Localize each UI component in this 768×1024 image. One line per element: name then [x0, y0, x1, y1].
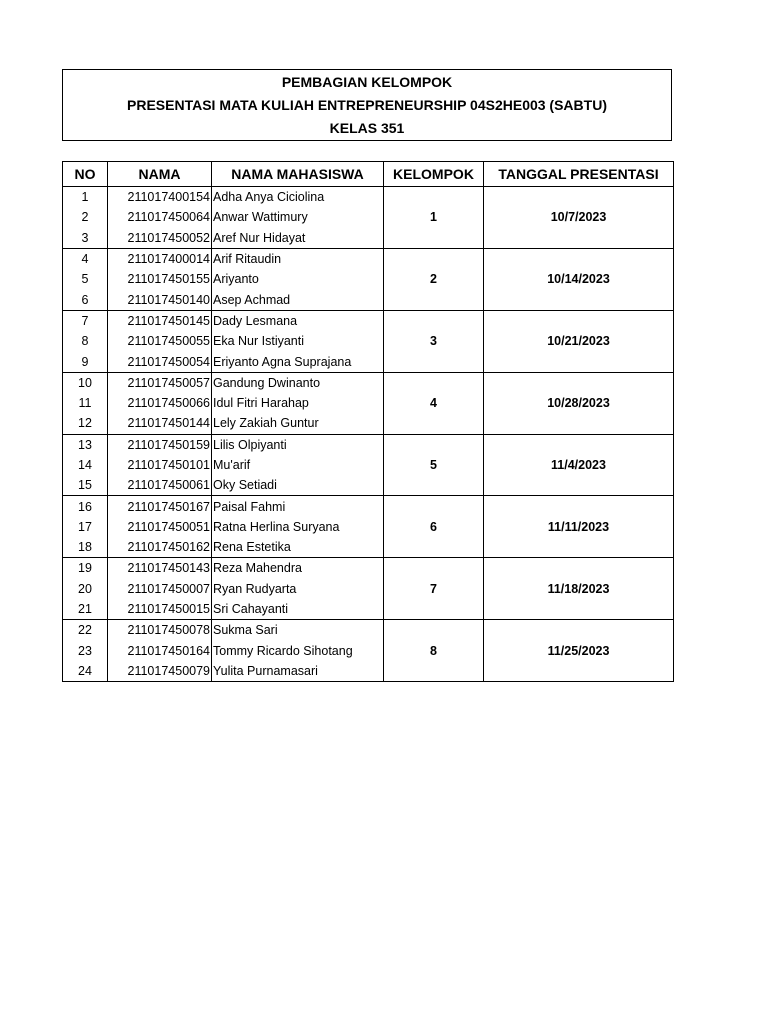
student-number: 5: [63, 269, 108, 289]
group-number: 1: [384, 187, 484, 249]
student-id: 211017450007: [108, 579, 212, 599]
student-id: 211017450144: [108, 413, 212, 434]
student-name: Eriyanto Agna Suprajana: [212, 351, 384, 372]
student-id: 211017450066: [108, 393, 212, 413]
table-row: [63, 434, 674, 455]
column-header-tanggal-presentasi: TANGGAL PRESENTASI: [484, 162, 674, 187]
student-id: 211017450055: [108, 331, 212, 351]
document-title-box: [62, 69, 672, 141]
student-id: 211017450078: [108, 620, 212, 641]
student-name: Sukma Sari: [212, 620, 384, 641]
student-name: Gandung Dwinanto: [212, 372, 384, 393]
student-number: 11: [63, 393, 108, 413]
student-name: Dady Lesmana: [212, 310, 384, 331]
presentation-date: 11/18/2023: [484, 558, 674, 620]
student-name: Mu'arif: [212, 455, 384, 475]
presentation-date: 11/25/2023: [484, 620, 674, 682]
table-row: [63, 496, 674, 517]
group-number: 6: [384, 496, 484, 558]
student-name: Lely Zakiah Guntur: [212, 413, 384, 434]
presentation-date: 10/14/2023: [484, 248, 674, 310]
student-name: Rena Estetika: [212, 537, 384, 558]
student-number: 18: [63, 537, 108, 558]
student-name: Reza Mahendra: [212, 558, 384, 579]
student-name: Lilis Olpiyanti: [212, 434, 384, 455]
table-header-row: [63, 162, 674, 187]
student-number: 16: [63, 496, 108, 517]
student-name: Paisal Fahmi: [212, 496, 384, 517]
table-row: [63, 620, 674, 641]
title-line-1: PEMBAGIAN KELOMPOK: [281, 73, 453, 90]
student-number: 4: [63, 248, 108, 269]
student-id: 211017450101: [108, 455, 212, 475]
group-table: [62, 161, 674, 682]
student-number: 24: [63, 661, 108, 682]
student-name: Arif Ritaudin: [212, 248, 384, 269]
student-number: 15: [63, 475, 108, 496]
student-name: Eka Nur Istiyanti: [212, 331, 384, 351]
student-id: 211017450079: [108, 661, 212, 682]
student-id: 211017450064: [108, 207, 212, 227]
student-name: Ryan Rudyarta: [212, 579, 384, 599]
student-name: Sri Cahayanti: [212, 599, 384, 620]
student-id: 211017450143: [108, 558, 212, 579]
table-row: [63, 372, 674, 393]
student-name: Anwar Wattimury: [212, 207, 384, 227]
student-id: 211017450164: [108, 641, 212, 661]
student-name: Ariyanto: [212, 269, 384, 289]
student-id: 211017450061: [108, 475, 212, 496]
group-number: 7: [384, 558, 484, 620]
presentation-date: 10/21/2023: [484, 310, 674, 372]
student-number: 9: [63, 351, 108, 372]
student-number: 23: [63, 641, 108, 661]
student-id: 211017450155: [108, 269, 212, 289]
student-number: 1: [63, 187, 108, 208]
group-number: 8: [384, 620, 484, 682]
table-row: [63, 248, 674, 269]
student-number: 12: [63, 413, 108, 434]
student-name: Oky Setiadi: [212, 475, 384, 496]
student-number: 19: [63, 558, 108, 579]
student-number: 22: [63, 620, 108, 641]
student-name: Asep Achmad: [212, 289, 384, 310]
student-name: Aref Nur Hidayat: [212, 228, 384, 249]
student-id: 211017450162: [108, 537, 212, 558]
student-id: 211017450159: [108, 434, 212, 455]
student-id: 211017400154: [108, 187, 212, 208]
title-line-3: KELAS 351: [329, 119, 405, 136]
student-number: 6: [63, 289, 108, 310]
presentation-date: 10/28/2023: [484, 372, 674, 434]
student-id: 211017450015: [108, 599, 212, 620]
student-name: Ratna Herlina Suryana: [212, 517, 384, 537]
column-header-kelompok: KELOMPOK: [384, 162, 484, 187]
group-number: 3: [384, 310, 484, 372]
column-header-nama: NAMA: [108, 162, 212, 187]
presentation-date: 10/7/2023: [484, 187, 674, 249]
title-line-2: PRESENTASI MATA KULIAH ENTREPRENEURSHIP 04S2HE003 (SABTU): [127, 96, 607, 113]
student-id: 211017450051: [108, 517, 212, 537]
student-id: 211017450054: [108, 351, 212, 372]
group-number: 4: [384, 372, 484, 434]
student-number: 10: [63, 372, 108, 393]
group-number: 2: [384, 248, 484, 310]
student-number: 14: [63, 455, 108, 475]
student-id: 211017450167: [108, 496, 212, 517]
table-body: [63, 187, 674, 682]
student-id: 211017450145: [108, 310, 212, 331]
student-name: Tommy Ricardo Sihotang: [212, 641, 384, 661]
student-id: 211017400014: [108, 248, 212, 269]
student-number: 17: [63, 517, 108, 537]
student-name: Yulita Purnamasari: [212, 661, 384, 682]
student-name: Idul Fitri Harahap: [212, 393, 384, 413]
student-id: 211017450057: [108, 372, 212, 393]
student-number: 3: [63, 228, 108, 249]
student-number: 20: [63, 579, 108, 599]
group-number: 5: [384, 434, 484, 496]
student-id: 211017450052: [108, 228, 212, 249]
table-row: [63, 187, 674, 208]
student-name: Adha Anya Ciciolina: [212, 187, 384, 208]
table-row: [63, 310, 674, 331]
student-id: 211017450140: [108, 289, 212, 310]
presentation-date: 11/4/2023: [484, 434, 674, 496]
student-number: 13: [63, 434, 108, 455]
table-row: [63, 558, 674, 579]
column-header-nama-mahasiswa: NAMA MAHASISWA: [212, 162, 384, 187]
column-header-no: NO: [63, 162, 108, 187]
presentation-date: 11/11/2023: [484, 496, 674, 558]
student-number: 7: [63, 310, 108, 331]
student-number: 21: [63, 599, 108, 620]
student-number: 8: [63, 331, 108, 351]
student-number: 2: [63, 207, 108, 227]
